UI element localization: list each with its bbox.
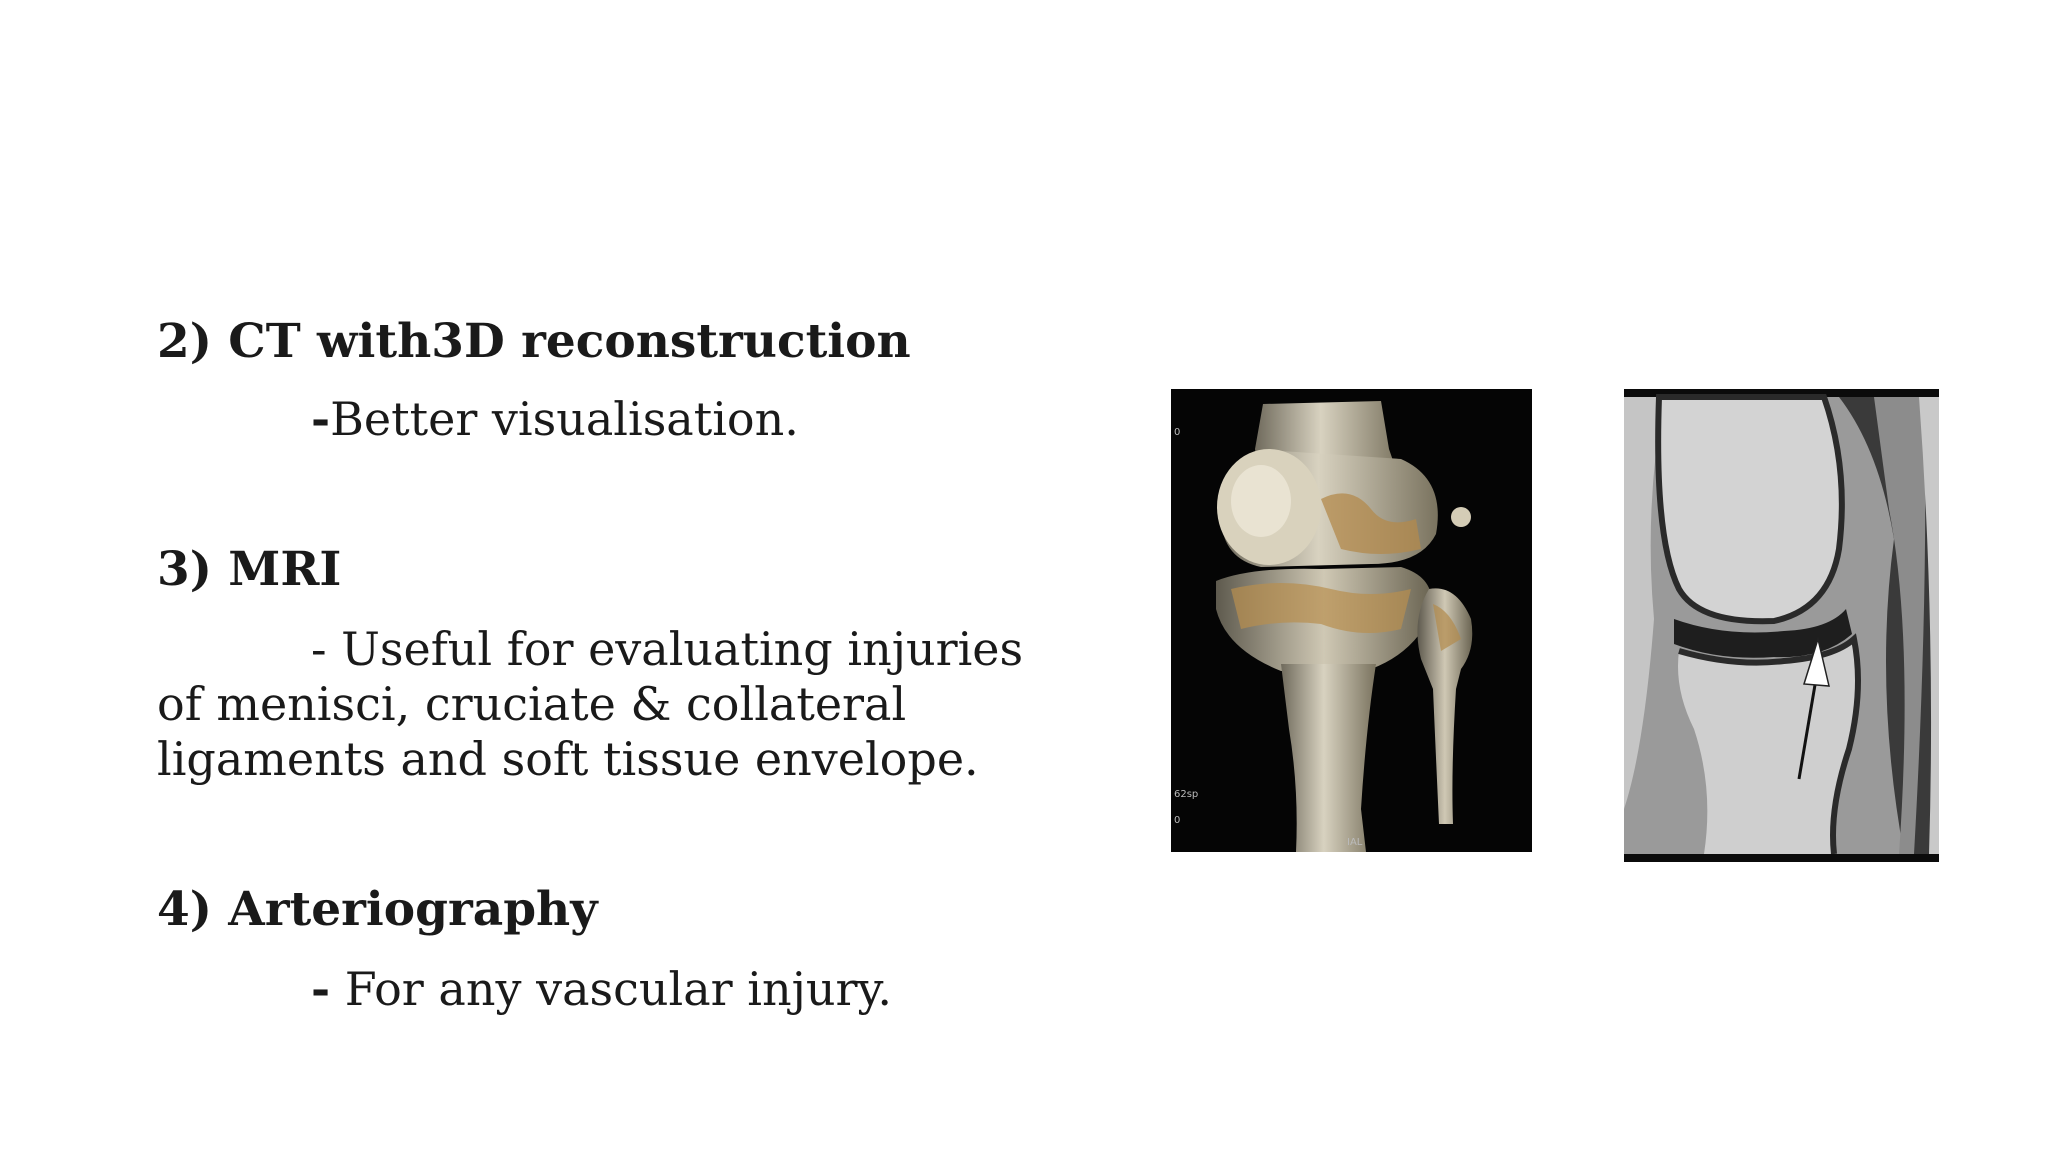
text-mri-line3: ligaments and soft tissue envelope. (157, 732, 979, 786)
ct-label-top: 0 (1174, 427, 1181, 438)
text-mri-line1: Useful for evaluating injuries (326, 622, 1024, 676)
dash: - (311, 962, 331, 1016)
text-mri (157, 622, 1023, 787)
text-arteriography-line: For any vascular injury. (330, 962, 892, 1016)
ct-label-bottom-left: 62sp (1174, 789, 1199, 800)
dash: - (311, 622, 327, 676)
text-arteriography (311, 962, 892, 1017)
mri-knee-drawing (1624, 389, 1939, 862)
heading-ct: 2) CT with3D reconstruction (157, 314, 911, 369)
heading-mri: 3) MRI (157, 542, 342, 597)
text-ct (311, 392, 799, 447)
ct-3d-knee-image (1171, 389, 1532, 852)
mri-knee-image (1624, 389, 1939, 862)
text-mri-line2: of menisci, cruciate & collateral (157, 677, 907, 731)
heading-arteriography: 4) Arteriography (157, 882, 598, 937)
ct-knee-drawing (1171, 389, 1532, 852)
text-ct-line: Better visualisation. (330, 392, 799, 446)
ct-label-bottom-left2: 0 (1174, 815, 1181, 826)
dash: - (311, 392, 331, 446)
ct-label-bottom: IAL (1347, 837, 1363, 848)
